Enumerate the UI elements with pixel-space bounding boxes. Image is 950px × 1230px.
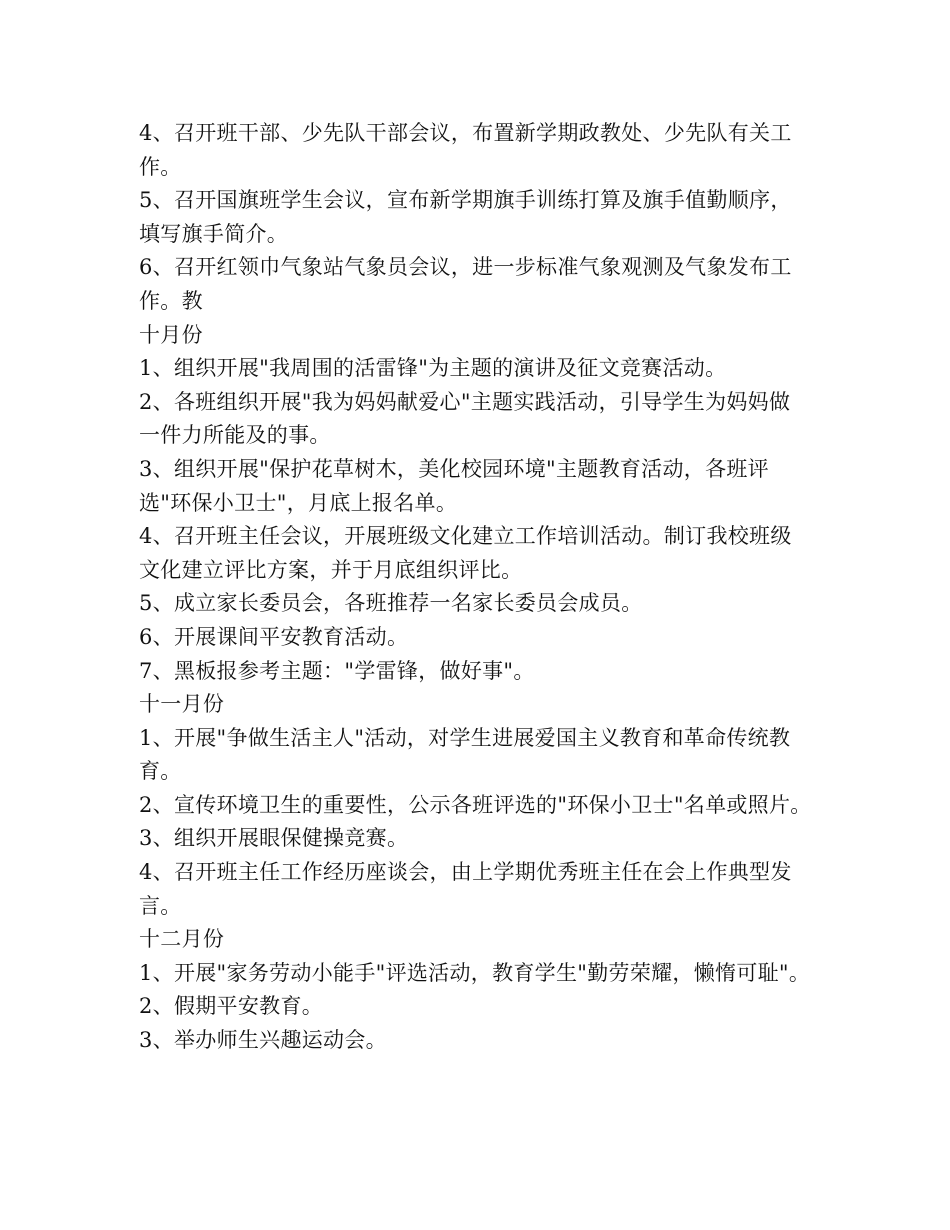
text-line: 3、举办师生兴趣运动会。 (139, 1028, 387, 1053)
text-line: 3、组织开展眼保健操竞赛。 (139, 826, 409, 851)
text-line: 2、假期平安教育。 (139, 994, 324, 1019)
text-line: 1、开展"家务劳动小能手"评选活动，教育学生"勤劳荣耀，懒惰可耻"。 (139, 960, 811, 985)
text-line: 4、召开班主任会议，开展班级文化建立工作培训活动。制订我校班级 (139, 524, 792, 549)
section-heading-december: 十二月份 (139, 927, 225, 952)
text-line: 4、召开班主任工作经历座谈会，由上学期优秀班主任在会上作典型发 (139, 860, 792, 885)
text-line: 言。 (139, 893, 182, 918)
text-line: 4、召开班干部、少先队干部会议，布置新学期政教处、少先队有关工 (139, 121, 792, 145)
text-line: 作。教 (139, 288, 203, 313)
text-line: 选"环保小卫士"，月底上报名单。 (139, 490, 458, 515)
text-line: 3、组织开展"保护花草树木，美化校园环境"主题教育活动，各班评 (139, 456, 769, 481)
text-line: 1、开展"争做生活主人"活动，对学生进展爱国主义教育和革命传统教 (139, 725, 791, 750)
text-line: 文化建立评比方案，并于月底组织评比。 (139, 557, 523, 582)
document-body (139, 117, 819, 1058)
text-line: 1、组织开展"我周围的活雷锋"为主题的演讲及征文竞赛活动。 (139, 356, 727, 381)
text-line: 7、黑板报参考主题："学雷锋，做好事"。 (139, 658, 535, 683)
text-line: 5、成立家长委员会，各班推荐一名家长委员会成员。 (139, 591, 643, 616)
text-line: 作。 (139, 154, 182, 179)
text-line: 一件力所能及的事。 (139, 423, 331, 448)
text-line: 5、召开国旗班学生会议，宣布新学期旗手训练打算及旗手值勤顺序， (139, 188, 792, 213)
text-line: 6、开展课间平安教育活动。 (139, 624, 409, 649)
text-line: 6、召开红领巾气象站气象员会议，进一步标准气象观测及气象发布工 (139, 255, 792, 280)
text-line: 2、各班组织开展"我为妈妈献爱心"主题实践活动，引导学生为妈妈做 (139, 389, 791, 414)
section-heading-october: 十月份 (139, 322, 203, 347)
section-heading-november: 十一月份 (139, 692, 225, 717)
text-line: 育。 (139, 759, 182, 784)
text-line: 2、宣传环境卫生的重要性，公示各班评选的"环保小卫士"名单或照片。 (139, 792, 812, 817)
text-line: 填写旗手简介。 (139, 221, 289, 246)
